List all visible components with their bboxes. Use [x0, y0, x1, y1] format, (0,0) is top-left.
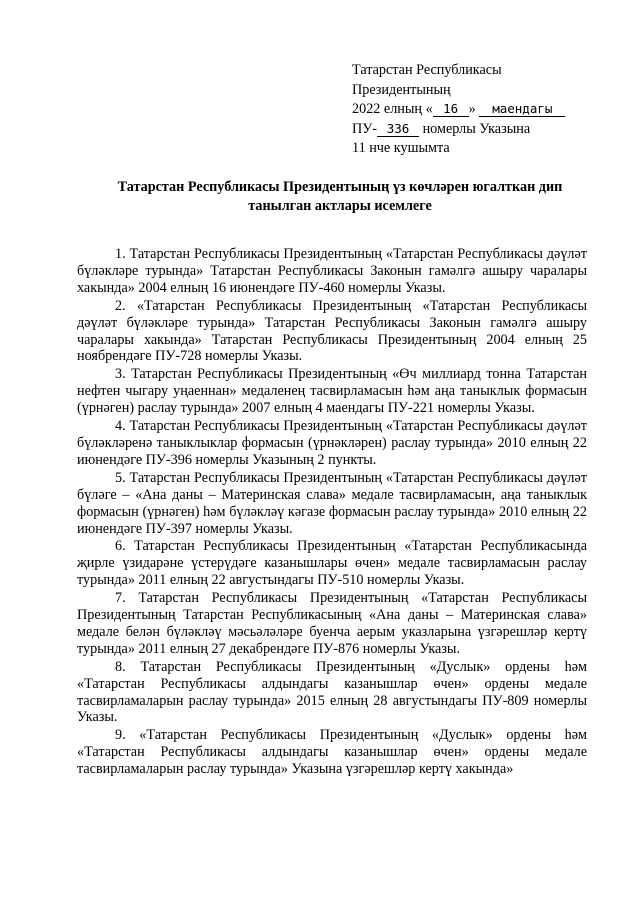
stamp-year: 2022 елның «: [352, 101, 433, 117]
document-title: Татарстан Республикасы Президентының үз көчләрен югалткан дип танылган актлары исемлеге: [117, 179, 563, 214]
list-item: 4. Татарстан Республикасы Президентының «Татарстан Республикасы дәүләт бүләкләренә таныклыклар формасын (үрнәкләрен) раслау турында» 2010 елның 22 июнендәге ПУ-396 номерлы Указының 2 пункты.: [77, 418, 587, 468]
document-body: [77, 246, 587, 779]
list-item: 6. Татарстан Республикасы Президентының «Татарстан Республикасында җирле үзидарәне үстерүдәге казанышлары өчен» медале тасвирламасын раслау турында» 2011 елның 22 августындагы ПУ-510 номерлы Указы.: [77, 538, 587, 589]
list-item: 8. Татарстан Республикасы Президентының «Дуслык» ордены һәм «Татарстан Республикасы алдындагы казанышлар өчен» ордены медале тасвирламаларын раслау турында» 2015 елның 28 августындагы ПУ-809 номерлы Указы.: [77, 658, 587, 726]
list-item: 9. «Татарстан Республикасы Президентының «Дуслык» ордены һәм «Татарстан Республикасы алдындагы казанышлар өчен» ордены медале тасвирламаларын раслау турында» Указына үзгәрешләр кертү хакында»: [77, 727, 587, 778]
stamp-line-5: 11 нче кушымта: [352, 140, 450, 156]
stamp-number-line: [352, 120, 602, 140]
appendix-stamp: [352, 61, 602, 159]
stamp-number-prefix: ПУ-: [352, 120, 378, 137]
stamp-line-1: Татарстан Республикасы: [352, 62, 502, 78]
stamp-number-suffix: номерлы Указына: [422, 120, 531, 137]
list-item: 3. Татарстан Республикасы Президентының «Өч миллиард тонна Татарстан нефтен чыгару уңаеннан» медаленең тасвирламасын һәм аңа таныклык формасын (үрнәген) раслау турында» 2007 елның 4 маендагы ПУ-221 номерлы Указы.: [77, 366, 587, 417]
list-item: 5. Татарстан Республикасы Президентының «Татарстан Республикасы дәүләт бүләге – «Ана даны – Материнская слава» медале тасвирламасын, аңа таныклык формасын (үрнәген) һәм бүләкләү кәгазе формасын раслау турында» 2010 елның 22 июнендәге ПУ-397 номерлы Указы.: [77, 469, 587, 537]
stamp-date-line: [352, 100, 602, 120]
stamp-quote-close: »: [468, 101, 476, 117]
list-item: 1. Татарстан Республикасы Президентының «Татарстан Республикасы дәүләт бүләкләре турында» Татарстан Республикасы Законын гамәлгә ашыру чаралары хакында» 2004 елның 16 июнендәге ПУ-460 номерлы Указы.: [77, 246, 587, 296]
stamp-line-2: Президентының: [352, 81, 451, 98]
stamp-number: 336: [377, 122, 419, 137]
stamp-month: маендагы: [479, 102, 565, 117]
list-item: 2. «Татарстан Республикасы Президентының «Татарстан Республикасы дәүләт бүләкләре турында» Татарстан Республикасы Законын гамәлгә ашыру чаралары хакында» Татарстан Республикасы Президентының 2004 елның 25 ноябрендәге ПУ-728 номерлы Указы.: [77, 297, 587, 365]
list-item: 7. Татарстан Республикасы Президентының «Татарстан Республикасы Президентының Татарстан Республикасының «Ана даны – Материнская слава» медале белән бүләкләү мәсьәләләре буенча аерым указларына үзгәрешләр кертү турында» 2011 елның 27 декабрендәге ПУ-876 номерлы Указы.: [77, 590, 587, 657]
stamp-day: 16: [433, 102, 469, 117]
